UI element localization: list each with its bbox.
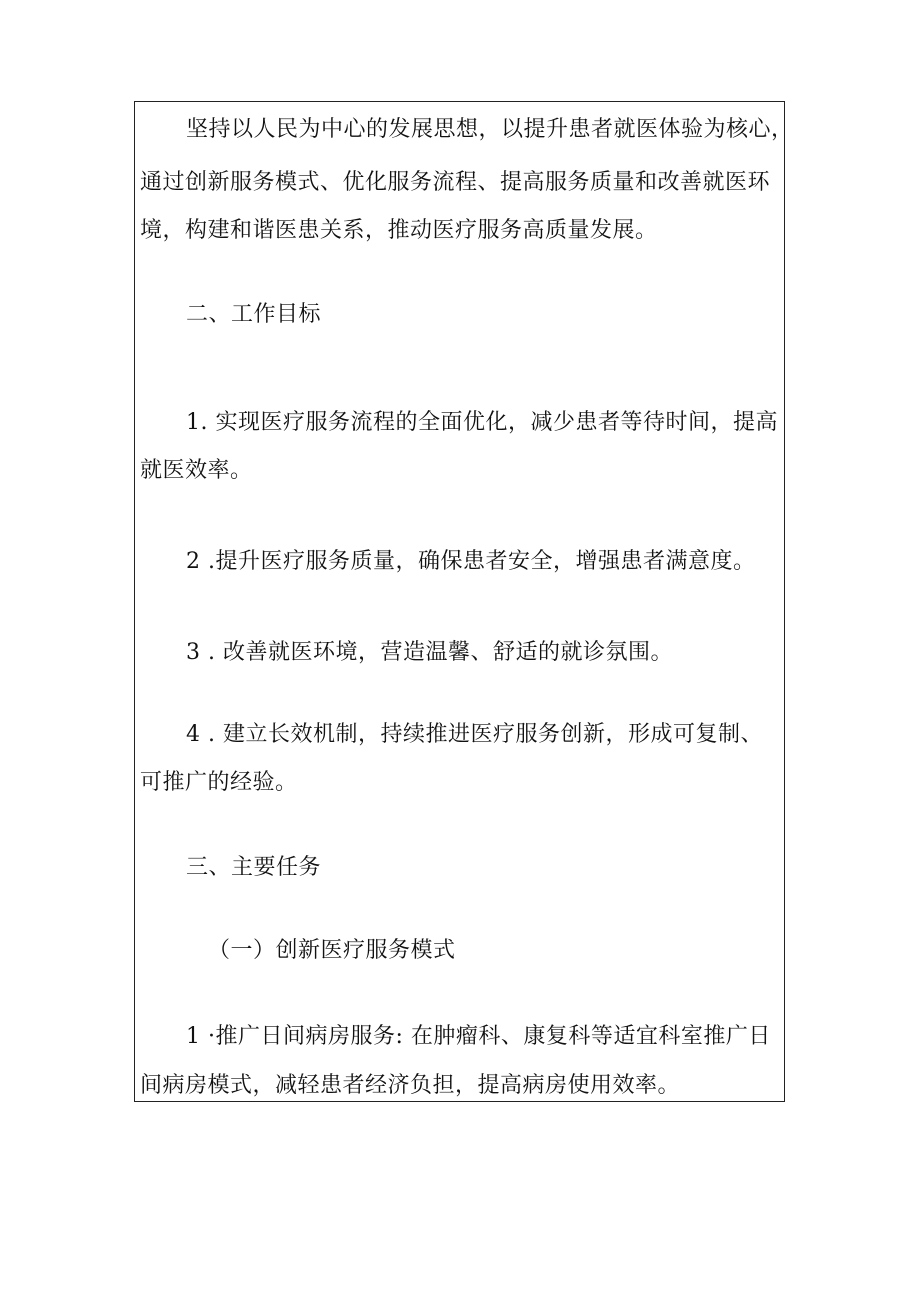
goal-2-line-1: 2 .提升医疗服务质量，确保患者安全，增强患者满意度。: [186, 549, 756, 574]
section-heading-tasks: 三、主要任务: [186, 855, 322, 880]
goal-1-line-1: 1. 实现医疗服务流程的全面优化，减少患者等待时间，提高: [186, 410, 778, 435]
goal-4-line-2: 可推广的经验。: [140, 770, 298, 795]
task-1-line-1: 1 ·推广日间病房服务: 在肿瘤科、康复科等适宜科室推广日: [186, 1024, 771, 1049]
paragraph-guiding-idea-line-2: 通过创新服务模式、优化服务流程、提高服务质量和改善就医环: [140, 170, 771, 195]
paragraph-guiding-idea-line-1: 坚持以人民为中心的发展思想，以提升患者就医体验为核心，: [186, 117, 794, 142]
goal-4-line-1: 4 . 建立长效机制，持续推进医疗服务创新，形成可复制、: [186, 722, 763, 747]
subsection-heading-innovate: （一）创新医疗服务模式: [208, 938, 456, 963]
section-heading-goals: 二、工作目标: [186, 302, 322, 327]
task-1-line-2: 间病房模式，减轻患者经济负担，提高病房使用效率。: [140, 1073, 681, 1098]
goal-3-line-1: 3 . 改善就医环境，营造温馨、舒适的就诊氛围。: [186, 640, 673, 665]
paragraph-guiding-idea-line-3: 境，构建和谐医患关系，推动医疗服务高质量发展。: [140, 218, 658, 243]
goal-1-line-2: 就医效率。: [140, 458, 253, 483]
